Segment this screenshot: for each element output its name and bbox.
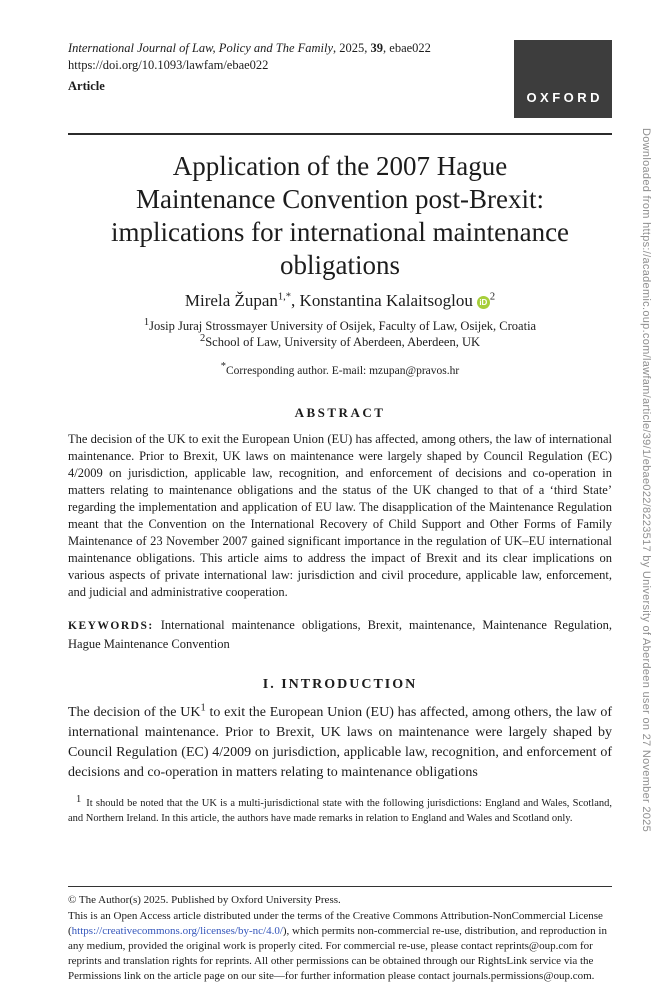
oxford-logo (514, 40, 612, 118)
affiliation-2-marker: 2 (199, 332, 206, 344)
license-text-post: ), which permits non-commercial re-use, distribution, and reproduction in any medium, provided the original work is properly cited. For commercial re-use, please contact reprints@oup.com for reprints and translation rights for reprints. All other permissions can be obtained through our RightsLink service via the Permissions link on the article page on our site—for further information please contact journals.permissions@oup.com. (68, 925, 607, 982)
abstract-heading: ABSTRACT (294, 405, 386, 420)
citation-suffix: , ebae022 (383, 41, 431, 55)
abstract-text: The decision of the UK to exit the European Union (EU) has affected, among others, the law of international maintenance. Prior to Brexit, UK laws on maintenance were largely shaped by Council Regulation (EC) 4/2009 on jurisdiction, applicable law, recognition, and enforcement of decisions and co-operation in matters relating to maintenance obligations and the status of the UK changed to that of a ‘third State’ regarding the implementation and application of EU law. The disapplication of the Maintenance Regulation meant that the Convention on the International Recovery of Child Support and Other Forms of Family Maintenance of 23 November 2007 gained significant importance in the regulation of UK–EU international maintenance obligations. This article aims to address the impact of Brexit and its clear implications on various aspects of private international law: jurisdiction and civil procedure, applicable law, enforcement, and judicial and administrative cooperation. (68, 432, 612, 599)
copyright-line: © The Author(s) 2025. Published by Oxford University Press. (68, 894, 341, 906)
download-watermark: Downloaded from https://academic.oup.com/lawfam/article/39/1/ebae022/8223517 by University of Aberdeen user on 27 November 2025 (640, 128, 652, 832)
affiliation-2-text: School of Law, University of Aberdeen, Aberdeen, UK (205, 335, 481, 349)
author-1-affil-ref: 1,* (277, 291, 292, 303)
journal-name: International Journal of Law, Policy and The Family (68, 41, 334, 55)
orcid-icon[interactable]: iD (477, 296, 490, 309)
cc-license-link[interactable]: https://creativecommons.org/licenses/by-nc/4.0/ (71, 925, 283, 937)
title-line-3: implications for international maintenance (110, 217, 570, 247)
introduction-text-post: to exit the European Union (EU) has affected, among others, the law of international maintenance. Prior to Brexit, UK laws on maintenance were largely shaped by Council Regulation (EC) 4/2009 on jurisdiction, applicable law, recognition, and enforcement of decisions and co-operation in matters relating to maintenance obligations (68, 705, 612, 780)
corresponding-text: Corresponding author. E-mail: mzupan@pravos.hr (226, 365, 460, 377)
doi-link[interactable]: https://doi.org/10.1093/lawfam/ebae022 (68, 58, 269, 72)
citation-mid: , 2025, (333, 41, 371, 55)
author-1-name: Mirela Župan (184, 291, 278, 310)
title-line-1: Application of the 2007 Hague (172, 151, 508, 181)
title-line-2: Maintenance Convention post-Brexit: (136, 184, 544, 214)
affiliation-1-text: Josip Juraj Strossmayer University of Osijek, Faculty of Law, Osijek, Croatia (149, 319, 537, 333)
footnote-ref-1[interactable]: 1 (200, 702, 206, 714)
affiliation-2 (68, 334, 612, 350)
keywords-line (68, 617, 612, 653)
page-title (68, 150, 612, 282)
header-divider (68, 133, 612, 135)
page-header (68, 40, 612, 118)
authors-line (68, 291, 612, 311)
page-footer (68, 886, 612, 984)
footer-divider (68, 886, 612, 887)
license-text-pre: This is an Open Access article distributed under the terms of the Creative Commons Attribution-NonCommercial License ( (68, 910, 603, 937)
affiliation-1 (68, 318, 612, 334)
citation-line (68, 40, 431, 73)
oxford-logo-text: OXFORD (526, 90, 604, 105)
footnote-1-text: It should be noted that the UK is a multi-jurisdictional state with the following jurisdictions: England and Wales, Scotland, and Northern Ireland. In this article, the authors have made remarks in relation to England and Wales and Scotland only. (68, 798, 612, 824)
author-2-name: Konstantina Kalaitsoglou (299, 291, 473, 310)
article-content (68, 0, 612, 826)
affiliations-block (68, 318, 612, 350)
introduction-paragraph (68, 703, 612, 783)
introduction-text-pre: The decision of the UK (68, 705, 201, 720)
corresponding-author-note (68, 361, 612, 377)
keywords-label: KEYWORDS: (68, 620, 154, 632)
volume-number: 39 (370, 41, 384, 55)
title-line-4: obligations (280, 250, 400, 280)
citation-block (68, 40, 431, 94)
footnote-1-marker: 1 (76, 793, 82, 805)
introduction-heading: I. INTRODUCTION (262, 677, 418, 692)
corresponding-marker: * (220, 361, 227, 373)
keywords-text: International maintenance obligations, Brexit, maintenance, Maintenance Regulation, Hague Maintenance Convention (68, 618, 612, 651)
footnote-1 (68, 793, 612, 826)
license-text (68, 909, 612, 984)
author-2-affil-ref: 2 (489, 291, 496, 303)
article-type-label: Article (68, 79, 105, 93)
affiliation-1-marker: 1 (143, 316, 150, 328)
author-separator: , (291, 291, 300, 310)
